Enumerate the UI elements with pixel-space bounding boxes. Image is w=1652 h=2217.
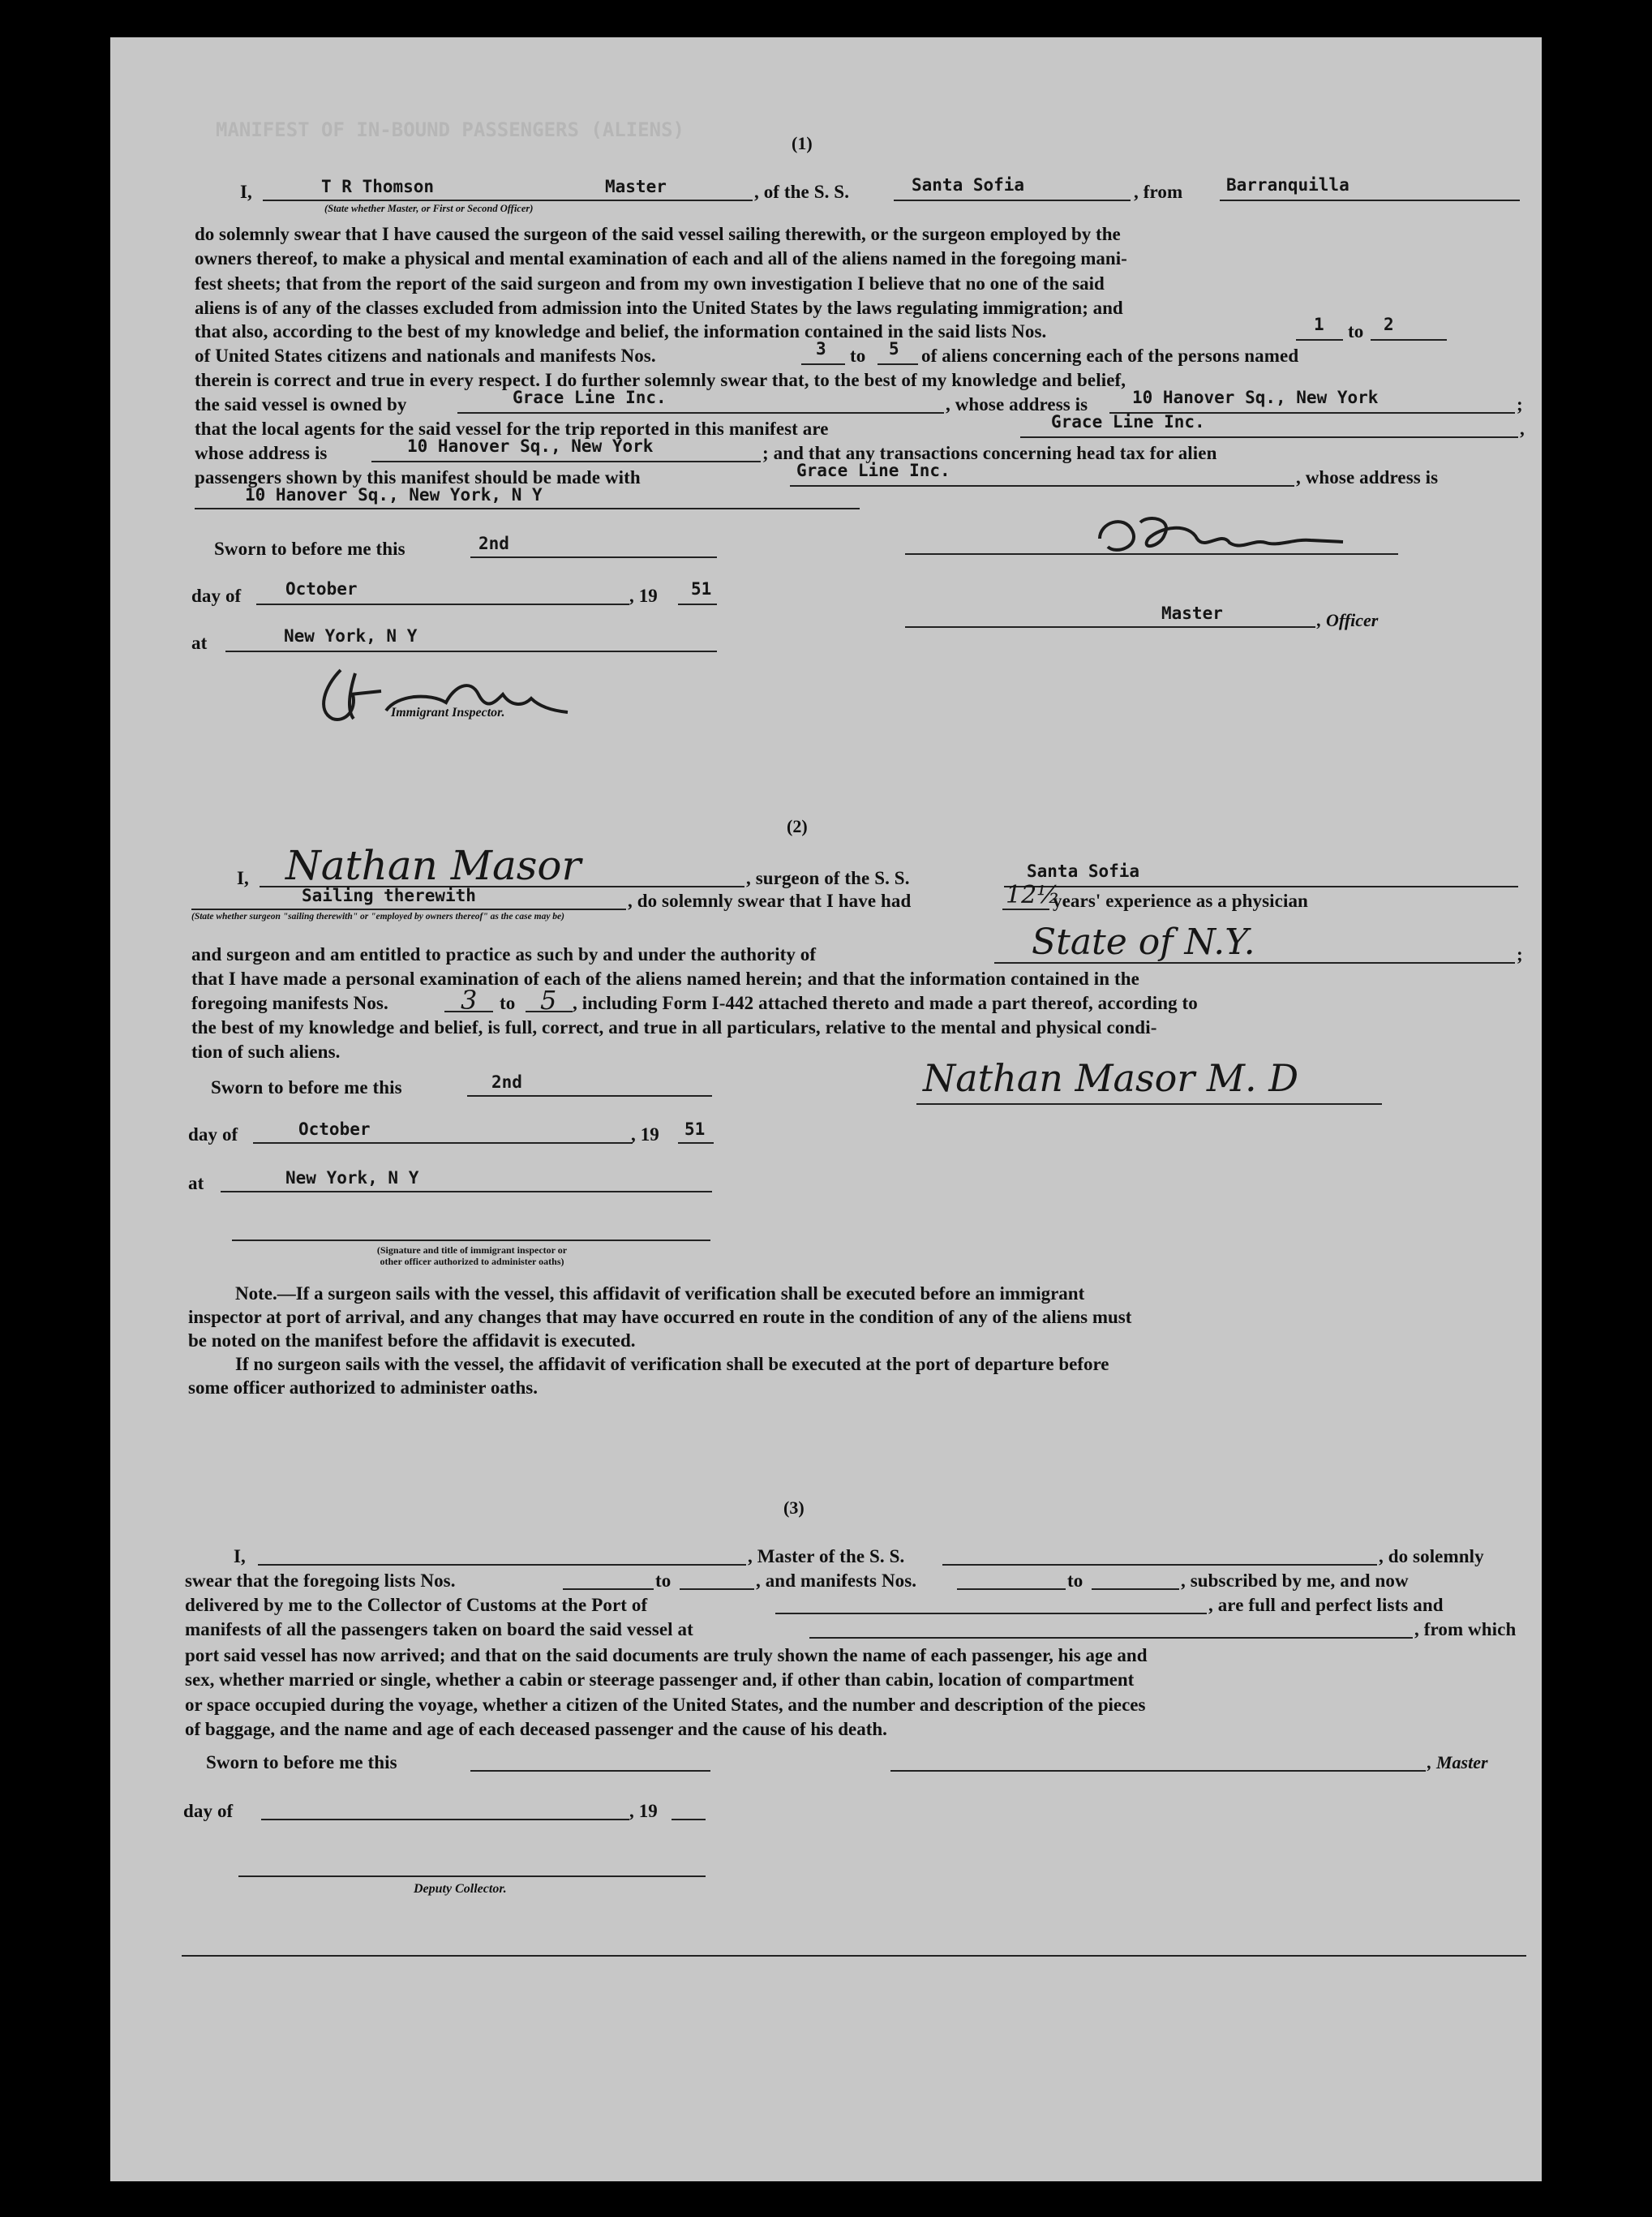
bleed-through-header: MANIFEST OF IN-BOUND PASSENGERS (ALIENS)	[216, 118, 684, 141]
i-label: I,	[240, 182, 252, 202]
years-experience: 12½	[1006, 881, 1061, 909]
headtax-address: 10 Hanover Sq., New York, N Y	[245, 485, 543, 505]
deputy-collector-label: Deputy Collector.	[414, 1882, 507, 1896]
officer-title: Master	[1161, 604, 1223, 623]
section-3-number: (3)	[783, 1497, 805, 1518]
month: October	[285, 579, 358, 599]
headtax-party: Grace Line Inc.	[796, 461, 950, 480]
sec2-manifests-from: 3	[461, 985, 478, 1016]
manifests-to: 5	[889, 339, 899, 359]
from-label: , from	[1134, 182, 1183, 202]
lists-from: 1	[1314, 315, 1324, 334]
inspector-label: Immigrant Inspector.	[391, 706, 505, 720]
sec2-place: New York, N Y	[285, 1168, 419, 1188]
vessel-name: Santa Sofia	[912, 175, 1025, 195]
sailing-status: Sailing therewith	[302, 886, 476, 905]
master-title: Master	[605, 177, 667, 196]
sworn-day: 2nd	[478, 534, 509, 553]
port-from: Barranquilla	[1226, 175, 1349, 195]
authority: State of N.Y.	[1032, 922, 1255, 963]
sec2-manifests-to: 5	[540, 985, 557, 1016]
sec2-vessel: Santa Sofia	[1027, 861, 1140, 881]
master-name: T R Thomson	[321, 177, 435, 196]
state-note: (State whether Master, or First or Second Officer)	[324, 203, 534, 214]
sailing-note: (State whether surgeon "sailing therewith" or "employed by owners thereof" as the case may be)	[191, 912, 564, 922]
lists-to: 2	[1384, 315, 1394, 334]
section-1-number: (1)	[792, 133, 813, 153]
sec2-sworn-day: 2nd	[491, 1072, 522, 1092]
local-agents: Grace Line Inc.	[1051, 412, 1205, 432]
section-2-number: (2)	[787, 816, 808, 836]
surgeon-name: Nathan Masor	[285, 842, 581, 889]
sec1-para: do solemnly swear that I have caused the surgeon of the said vessel sailing therewith, or the surgeon employed by the owners thereof, to make a physical and mental examination of each and all of the aliens named in the foregoing mani- fest sheets; that from the report of the said surgeon and from my own investigation I believe that no one of the said aliens is of any of the classes excluded from admission into the United States by the laws regulating immigration; and	[195, 224, 1127, 319]
owner-address: 10 Hanover Sq., New York	[1132, 388, 1379, 407]
inspector-signature	[308, 662, 592, 735]
officer-label: , Officer	[1317, 610, 1379, 630]
master-signature	[1083, 506, 1359, 563]
manifests-from: 3	[816, 339, 826, 359]
owner: Grace Line Inc.	[513, 388, 667, 407]
sec2-month: October	[298, 1119, 371, 1139]
of-ss-label: , of the S. S.	[754, 182, 850, 202]
affidavit-page: MANIFEST OF IN-BOUND PASSENGERS (ALIENS) (1) I, T R Thomson Master , of the S. S. Santa Sofia , from Barranquilla (State whether Master, or First or Second Officer) do solemnly swear that I have caused the surgeon of the said vessel sailing therewith, or the surgeon employed by the owners thereof, to make a physical and mental examination of each and all of the aliens named in the foregoing mani- fest sheets; that from the report of the said surgeon and from my own investigation I believe that no one of the said aliens is of any of the classes excluded from admission into the United States by the laws regulating immigration; and that also, according to the best of my knowledge and belief, the information contained in the said lists Nos. 1 to 2 of United States citizens and nationals and manifests Nos. 3 to 5 of aliens concerning each of the persons named therein is correct and true in every respect. I do further solemnly swear that, to the best of my knowledge and belief, the said vessel is owned by Grace Line Inc. , whose address is 10 Hanover Sq., New York ; that the local agents for the said vessel for the trip reported in this manifest are Grace Line Inc. , whose address is 10 Hanover Sq., New York ; and that any transactions concerning head tax for alien passengers shown by this manifest should be made with Grace Line Inc. , whose address is 10 Hanover Sq., New York, N Y Sworn to before me this 2nd day of October , 19 51 at New York, N Y Immigrant Inspector. Master , Officer (2) I, Nathan Masor , surgeon of the S. S. Santa Sofia Sailing therewith , do solemnly swear that I have had 12½ years' experience as a physician (State whether surgeon "sailing therewith" or "employed by owners thereof" as the case may be) and surgeon and am entitled to practice as such by and under the authority of State of N.Y. ; that I have made a personal examination of each of the aliens named herein; and that the information contained in the foregoing manifests Nos. 3 to 5 , including Form I-442 attached thereto and made a part thereof, according to the best of my knowledge and belief, is full, correct, and true in all particulars, relative to the mental and physical condi- tion of such aliens. Sworn to before me this 2nd day of October , 19 51 at New York, N Y (Signature and title of immigrant inspector or other officer authorized to administer oaths) Nathan Masor M. D Note.—If a surgeon sails with the vessel, this affidavit of verification shall be executed before an immigrant inspector at port of arrival, and any changes that may have occurred en route in the condition of any of the aliens must be noted on the manifest before the affidavit is executed. If no surgeon sails with the vessel, the affidavit of verification shall be executed at the port of departure before some officer authorized to administer oaths. (3) I, , Master of the S. S. , do solemnly swear that the foregoing lists Nos. to , and manifests Nos. to , subscribed by me, and now delivered by me to the Collector of Customs at the Port of , are full and perfect lists and manifests of all the passengers taken on board the said vessel at , from which port said vessel has now arrived; and that on the said documents are truly shown the name of each passenger, his age and sex, whether married or single, whether a cabin or steerage passenger and, if other than cabin, location of compartment or space occupied during the voyage, whether a citizen of the United States, and the number and description of the pieces of baggage, and the name and age of each deceased passenger and the cause of his death. Sworn to before me this , Master day of , 19 Deputy Collector.	[110, 37, 1542, 2181]
note-block: Note.—If a surgeon sails with the vessel, this affidavit of verification shall be executed before an immigrant inspector at port of arrival, and any changes that may have occurred en route in the condition of any of the aliens must be noted on the manifest before the affidavit is executed. If no surgeon sails with the vessel, the affidavit of verification shall be executed at the port of departure before some officer authorized to administer oaths.	[188, 1283, 1132, 1398]
place: New York, N Y	[284, 626, 418, 646]
agents-address: 10 Hanover Sq., New York	[407, 436, 654, 456]
year: 51	[691, 579, 712, 599]
sec2-year: 51	[684, 1119, 706, 1139]
surgeon-signature: Nathan Masor M. D	[923, 1056, 1299, 1100]
